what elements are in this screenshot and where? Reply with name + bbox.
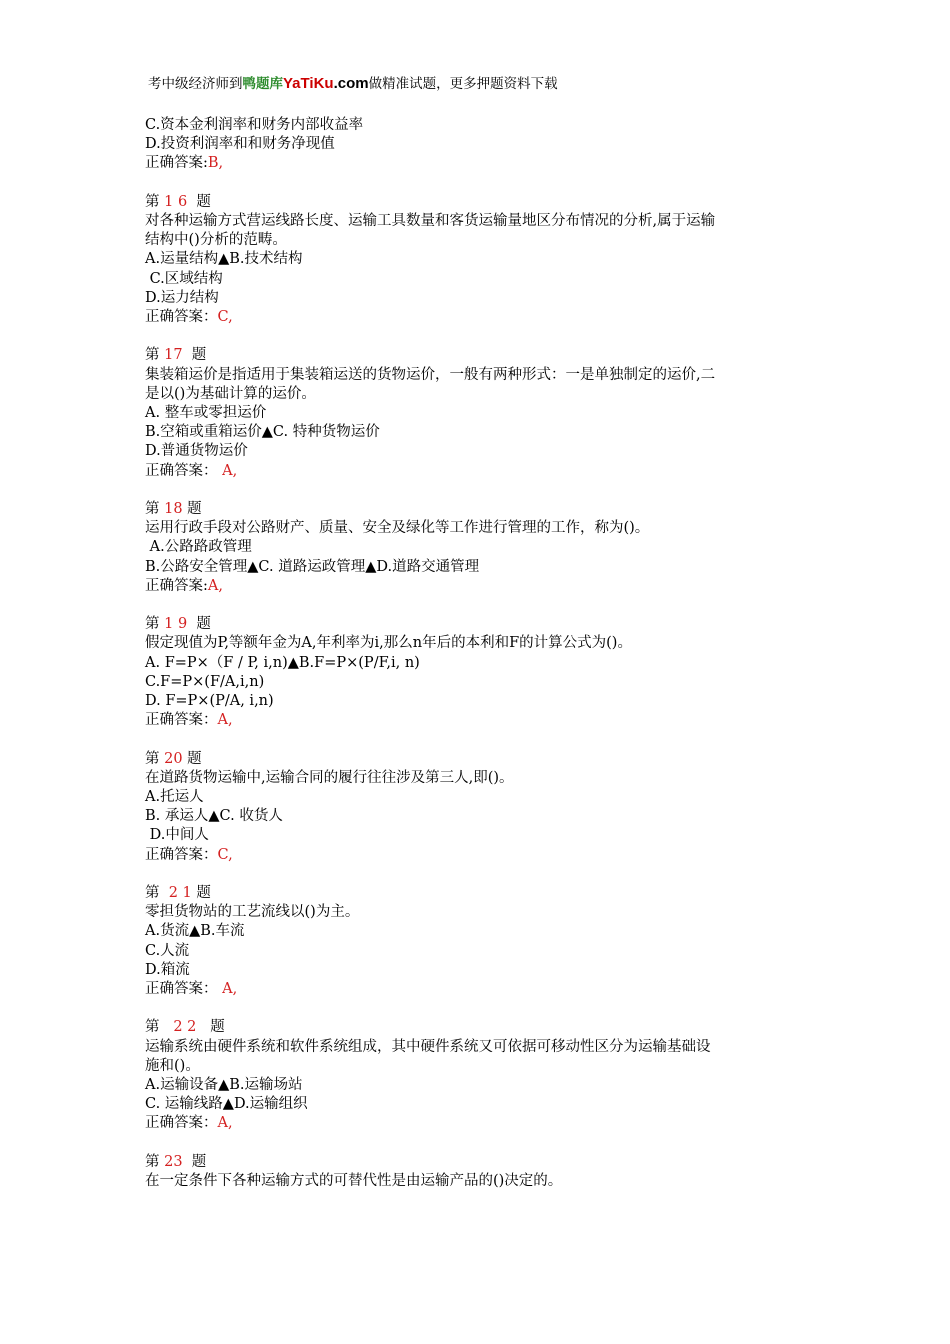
- answer-line: [145, 980, 815, 999]
- answer-line: [145, 711, 815, 730]
- text-line: C. 运输线路▲D.运输组织: [145, 1096, 308, 1113]
- answer-label: 正确答案:: [145, 577, 208, 594]
- header-brand-com: .com: [333, 75, 369, 92]
- question-heading-suffix: 题: [196, 1019, 225, 1036]
- answer-line: [145, 577, 815, 596]
- text-line: 对各种运输方式营运线路长度、运输工具数量和客货运输量地区分布情况的分析,属于运输: [145, 213, 716, 229]
- question-heading: [145, 500, 815, 519]
- answer-value: C,: [217, 846, 233, 863]
- question-number: 1 9: [164, 616, 188, 633]
- question-heading: [145, 615, 815, 634]
- question-heading-suffix: 题: [182, 501, 202, 518]
- text-line: 运输系统由硬件系统和软件系统组成，其中硬件系统又可依据可移动性区分为运输基础设: [145, 1038, 711, 1055]
- answer-line: [145, 308, 815, 327]
- answer-label: 正确答案：: [145, 1115, 218, 1132]
- text-line: A.运输设备▲B.运输场站: [145, 1077, 303, 1094]
- text-line: B.空箱或重箱运价▲C. 特种货物运价: [145, 424, 380, 441]
- text-line: 在道路货物运输中,运输合同的履行往往涉及第三人,即()。: [145, 769, 514, 786]
- question-number: 20: [164, 750, 183, 767]
- text-line: A. 整车或零担运价: [145, 405, 267, 422]
- text-line: D. F=P×(P/A, i,n): [145, 693, 274, 710]
- question-heading-prefix: 第: [145, 616, 165, 633]
- question-heading: [145, 346, 815, 365]
- text-line: B.公路安全管理▲C. 道路运政管理▲D.道路交通管理: [145, 558, 480, 575]
- answer-value: C,: [217, 309, 233, 326]
- question-number: 2 2: [173, 1019, 197, 1036]
- line-gap: [145, 174, 815, 193]
- text-line: 是以()为基础计算的运价。: [145, 385, 316, 402]
- text-line: D.中间人: [145, 827, 209, 844]
- question-heading: [145, 1018, 815, 1037]
- text-line: D.投资利润率和和财务净现值: [145, 136, 335, 153]
- header-prefix: 考中级经济师到: [148, 76, 243, 92]
- question-heading-prefix: 第: [145, 347, 165, 364]
- text-line: 假定现值为P,等额年金为A,年利率为i,那么n年后的本利和F的计算公式为()。: [145, 635, 632, 652]
- text-line: A. F=P×（F / P, i,n)▲B.F=P×(P/F,i, n): [145, 654, 420, 671]
- text-line: A.托运人: [145, 789, 204, 806]
- text-line: C.F=P×(F/A,i,n): [145, 673, 265, 690]
- question-number: 2 1: [168, 885, 192, 902]
- text-line: A.运量结构▲B.技术结构: [145, 251, 303, 268]
- text-line: 在一定条件下各种运输方式的可替代性是由运输产品的()决定的。: [145, 1173, 563, 1190]
- text-line: A.货流▲B.车流: [145, 923, 245, 940]
- answer-value: B,: [207, 155, 224, 172]
- header-suffix: 做精准试题，更多押题资料下载: [368, 76, 558, 92]
- answer-value: A,: [217, 1115, 233, 1132]
- answer-value: A,: [207, 577, 223, 594]
- answer-label: 正确答案：: [145, 712, 218, 729]
- answer-line: [145, 846, 815, 865]
- page-header: [148, 72, 558, 92]
- text-line: C.资本金利润率和财务内部收益率: [145, 117, 364, 133]
- question-number: 17: [164, 347, 183, 364]
- question-heading-suffix: 题: [182, 750, 202, 767]
- header-brand-cn: 鸭题库: [242, 76, 283, 92]
- answer-value: A,: [217, 981, 238, 998]
- question-heading-suffix: 题: [187, 616, 211, 633]
- text-line: D.箱流: [145, 961, 190, 978]
- question-heading-suffix: 题: [182, 347, 207, 364]
- question-heading-prefix: 第: [145, 1153, 165, 1170]
- question-heading-prefix: 第: [145, 193, 165, 210]
- answer-label: 正确答案：: [145, 981, 218, 998]
- answer-value: A,: [217, 462, 238, 479]
- header-brand-en: YaTiKu: [283, 75, 334, 92]
- answer-label: 正确答案：: [145, 846, 218, 863]
- question-heading-prefix: 第: [145, 750, 165, 767]
- text-line: C.人流: [145, 942, 190, 959]
- question-number: 1 6: [164, 193, 188, 210]
- line-gap: [145, 327, 815, 346]
- line-gap: [145, 865, 815, 884]
- question-heading-suffix: 题: [182, 1153, 207, 1170]
- text-line: D.运力结构: [145, 289, 219, 306]
- answer-line: [145, 462, 815, 481]
- question-heading: [145, 750, 815, 769]
- line-gap: [145, 730, 815, 749]
- question-number: 23: [164, 1153, 183, 1170]
- question-heading: [145, 1153, 815, 1172]
- question-content: [145, 116, 815, 1191]
- answer-line: [145, 1114, 815, 1133]
- text-line: 零担货物站的工艺流线以()为主。: [145, 904, 360, 921]
- question-heading: [145, 884, 815, 903]
- answer-value: A,: [217, 712, 233, 729]
- text-line: C.区域结构: [145, 270, 223, 287]
- question-heading-prefix: 第: [145, 885, 169, 902]
- question-number: 18: [164, 501, 183, 518]
- answer-label: 正确答案：: [145, 462, 218, 479]
- text-line: D.普通货物运价: [145, 443, 248, 460]
- question-heading-prefix: 第: [145, 501, 165, 518]
- text-line: 施和()。: [145, 1057, 200, 1074]
- question-heading: [145, 193, 815, 212]
- text-line: A.公路路政管理: [145, 539, 252, 556]
- text-line: 结构中()分析的范畴。: [145, 232, 287, 249]
- text-line: 运用行政手段对公路财产、质量、安全及绿化等工作进行管理的工作，称为()。: [145, 520, 650, 537]
- answer-line: [145, 154, 815, 173]
- text-line: 集装箱运价是指适用于集装箱运送的货物运价，一般有两种形式：一是单独制定的运价,二: [145, 366, 716, 383]
- question-heading-prefix: 第: [145, 1019, 174, 1036]
- question-heading-suffix: 题: [187, 193, 211, 210]
- answer-label: 正确答案：: [145, 309, 218, 326]
- line-gap: [145, 999, 815, 1018]
- answer-label: 正确答案:: [145, 155, 208, 172]
- line-gap: [145, 1134, 815, 1153]
- text-line: B. 承运人▲C. 收货人: [145, 808, 283, 825]
- line-gap: [145, 596, 815, 615]
- question-heading-suffix: 题: [191, 885, 211, 902]
- line-gap: [145, 481, 815, 500]
